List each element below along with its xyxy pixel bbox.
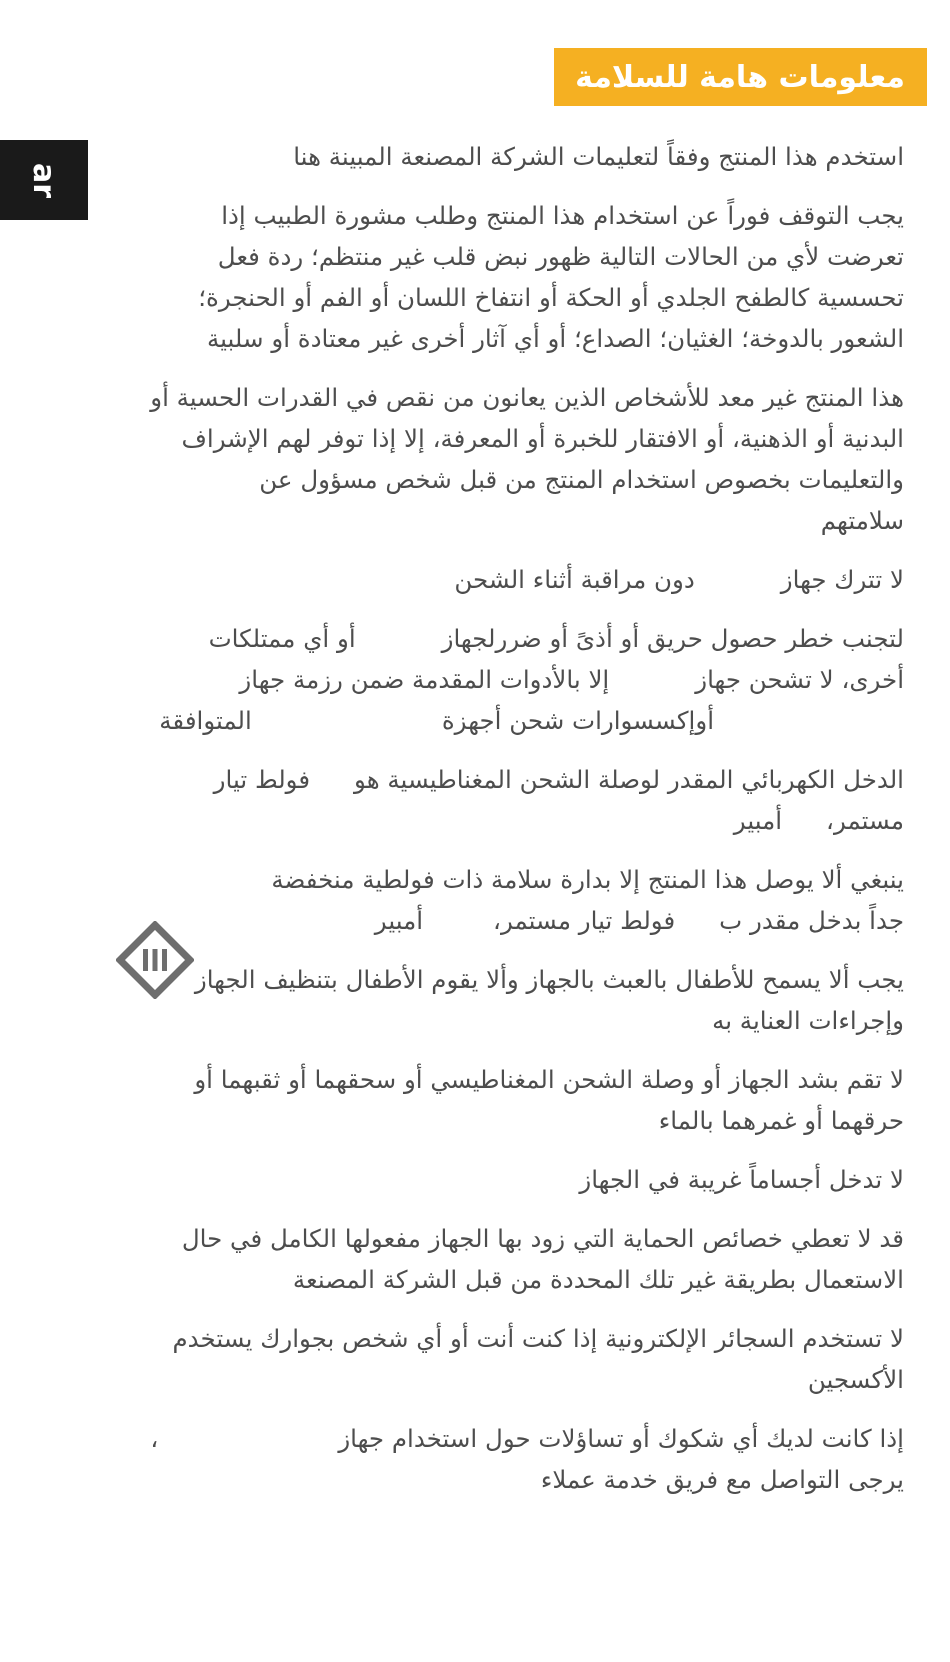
text-line <box>48 700 904 741</box>
text-line: قد لا تعطي خصائص الحماية التي زود بها الجهاز مفعولها الكامل في حال <box>181 1224 904 1253</box>
text-part: لتجنب خطر حصول حريق أو أذىً أو ضررلجهاز <box>441 624 904 653</box>
text-part: أخرى، لا تشحن جهاز <box>695 665 904 694</box>
text-line: استخدم هذا المنتج وفقاً لتعليمات الشركة المصنعة المبينة هنا <box>293 142 904 171</box>
text-part: المتوافقة <box>159 706 252 735</box>
language-tab-label: ar <box>26 162 62 198</box>
text-part: يرجى التواصل مع فريق خدمة عملاء <box>540 1465 904 1494</box>
text-line <box>48 1459 904 1500</box>
text-line: حرقهما أو غمرهما بالماء <box>658 1106 904 1135</box>
text-part: أوإكسسوارات شحن أجهزة <box>441 706 714 735</box>
text-part: فولط تيار <box>213 765 311 794</box>
section-header-bar <box>554 48 927 106</box>
text-line: سلامتهم <box>820 506 904 535</box>
paragraph-unattended <box>48 559 904 600</box>
text-line: الاستعمال بطريقة غير تلك المحددة من قبل الشركة المصنعة <box>292 1265 904 1294</box>
text-line: هذا المنتج غير معد للأشخاص الذين يعانون من نقص في القدرات الحسية أو <box>150 383 904 412</box>
text-part: أمبير <box>374 906 424 935</box>
text-line: لا تستخدم السجائر الإلكترونية إذا كنت أنت أو أي شخص بجوارك يستخدم <box>172 1324 904 1353</box>
paragraph-rated-input <box>48 759 904 841</box>
text-line: تحسسية كالطفح الجلدي أو الحكة أو انتفاخ اللسان أو الفم أو الحنجرة؛ <box>198 283 904 312</box>
paragraph-usage <box>48 136 904 177</box>
paragraph-oxygen <box>48 1318 904 1400</box>
text-line <box>48 800 904 841</box>
text-line: الأكسجين <box>807 1365 904 1394</box>
text-line: وإجراءات العناية به <box>712 1006 904 1035</box>
text-part: ، <box>150 1424 159 1453</box>
paragraph-stop-use <box>48 195 904 359</box>
paragraph-foreign-objects <box>48 1159 904 1200</box>
text-part: ينبغي ألا يوصل هذا المنتج إلا بدارة سلامة ذات فولطية منخفضة <box>271 865 904 894</box>
text-line <box>48 859 904 900</box>
text-line: تعرضت لأي من الحالات التالية ظهور نبض قلب غير منتظم؛ ردة فعل <box>217 242 904 271</box>
class-iii-diamond-icon <box>116 921 194 999</box>
text-line: والتعليمات بخصوص استخدام المنتج من قبل شخص مسؤول عن <box>259 465 904 494</box>
text-line <box>48 759 904 800</box>
text-part: جداً بدخل مقدر ب <box>719 906 904 935</box>
text-line: لا تقم بشد الجهاز أو وصلة الشحن المغناطيسي أو سحقهما أو ثقبهما أو <box>194 1065 904 1094</box>
text-part: أو أي ممتلكات <box>208 624 356 653</box>
text-part: مستمر، <box>826 806 904 835</box>
text-line: البدنية أو الذهنية، أو الافتقار للخبرة أو المعرفة، إلا إذا توفر لهم الإشراف <box>181 424 904 453</box>
text-part: إذا كانت لديك أي شكوك أو تساؤلات حول استخدام جهاز <box>338 1424 904 1453</box>
text-line: يجب ألا يسمح للأطفال بالعبث بالجهاز وألا يقوم الأطفال بتنظيف الجهاز <box>194 965 904 994</box>
paragraph-fire-risk <box>48 618 904 741</box>
text-line <box>48 618 904 659</box>
text-line <box>48 559 904 600</box>
paragraph-do-not-damage <box>48 1059 904 1141</box>
text-line: لا تدخل أجساماً غريبة في الجهاز <box>579 1165 904 1194</box>
section-title: معلومات هامة للسلامة <box>575 59 905 95</box>
text-part: أمبير <box>733 806 783 835</box>
text-part: إلا بالأدوات المقدمة ضمن رزمة جهاز <box>239 665 610 694</box>
paragraph-protection <box>48 1218 904 1300</box>
text-part: فولط تيار مستمر، <box>493 906 676 935</box>
safety-content <box>48 136 904 1518</box>
paragraph-contact <box>48 1418 904 1500</box>
paragraph-not-intended <box>48 377 904 541</box>
text-part: لا تترك جهاز <box>780 565 904 594</box>
text-line: يجب التوقف فوراً عن استخدام هذا المنتج وطلب مشورة الطبيب إذا <box>221 201 904 230</box>
text-line <box>48 659 904 700</box>
text-line: الشعور بالدوخة؛ الغثيان؛ الصداع؛ أو أي آثار أخرى غير معتادة أو سلبية <box>207 324 904 353</box>
text-part: دون مراقبة أثناء الشحن <box>454 565 695 594</box>
text-line <box>48 1418 904 1459</box>
text-part: الدخل الكهربائي المقدر لوصلة الشحن المغناطيسية هو <box>354 765 904 794</box>
